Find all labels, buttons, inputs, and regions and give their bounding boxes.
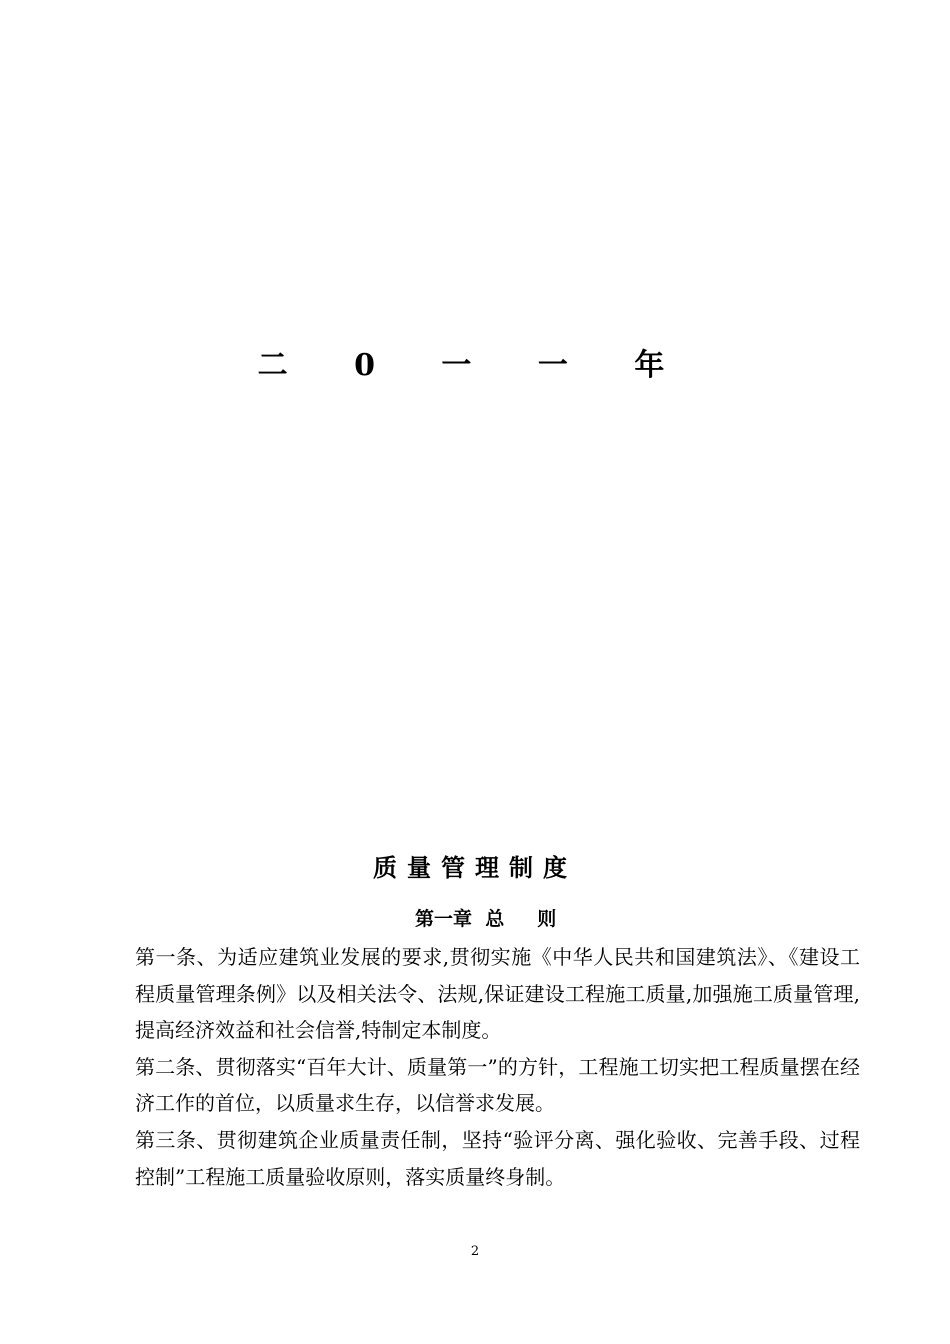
- article-1-paragraph: 第一条、为适应建筑业发展的要求,贯彻实施《中华人民共和国建筑法》、《建设工程质量管理条例》以及相关法令、法规,保证建设工程施工质量,加强施工质量管理,提高经济效益和社会信誉,特制定本制度。: [135, 945, 860, 1043]
- page-number: 2: [470, 1244, 480, 1259]
- body-text: [135, 939, 860, 1195]
- article-2-paragraph: 第二条、贯彻落实“百年大计、质量第一”的方针，工程施工切实把工程质量摆在经济工作的首位，以质量求生存，以信誉求发展。: [135, 1054, 860, 1116]
- chapter-heading: 第一章 总 则: [415, 908, 557, 930]
- year-heading: 二 0 一 一 年: [257, 348, 693, 383]
- document-title: 质量管理制度: [373, 853, 577, 882]
- article-3-paragraph: 第三条、贯彻建筑企业质量责任制，坚持“验评分离、强化验收、完善手段、过程控制”工程施工质量验收原则，落实质量终身制。: [135, 1127, 860, 1189]
